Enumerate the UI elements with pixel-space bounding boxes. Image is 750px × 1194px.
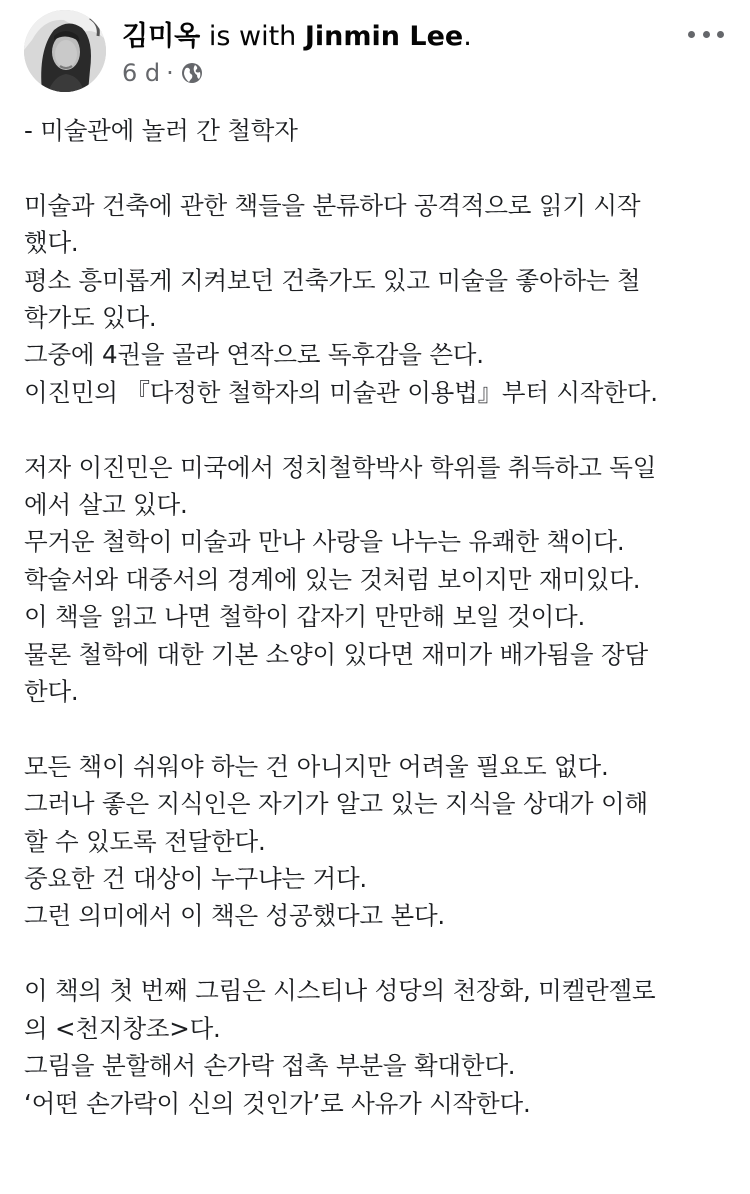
post-text-line: 물론 철학에 대한 기본 소양이 있다면 재미가 배가됨을 장담 [24, 639, 648, 669]
tagged-person-link[interactable]: Jinmin Lee [304, 21, 464, 52]
post-text [24, 112, 726, 1122]
post-text-line: 평소 흥미롭게 지켜보던 건축가도 있고 미술을 좋아하는 철 [24, 265, 641, 295]
post-text-line: 의 <천지창조>다. [24, 1013, 221, 1043]
post-header [24, 10, 726, 96]
author-name-link[interactable]: 김미옥 [122, 21, 201, 52]
post-header-text [122, 20, 472, 88]
post-text-line: 저자 이진민은 미국에서 정치철학박사 학위를 취득하고 독일 [24, 452, 657, 482]
post-text-line: 이 책의 첫 번째 그림은 시스티나 성당의 천장화, 미켈란젤로 [24, 976, 656, 1006]
post-text-line: ‘어떤 손가락이 신의 것인가’로 사유가 시작한다. [24, 1088, 531, 1118]
post-text-line: 이진민의 『다정한 철학자의 미술관 이용법』부터 시작한다. [24, 377, 658, 407]
post-text-line: 할 수 있도록 전달한다. [24, 826, 266, 856]
author-line [122, 20, 472, 54]
header-period: . [463, 21, 472, 52]
paragraph-break [24, 710, 726, 747]
more-dot-2 [703, 31, 710, 38]
paragraph-break [24, 935, 726, 972]
avatar[interactable] [24, 10, 106, 92]
post-text-line: 에서 살고 있다. [24, 490, 188, 520]
post-text-line: 중요한 건 대상이 누구냐는 거다. [24, 864, 368, 894]
with-text: is with [200, 21, 305, 52]
more-dot-3 [717, 31, 724, 38]
paragraph-break [24, 411, 726, 448]
post-text-line: 미술과 건축에 관한 책들을 분류하다 공격적으로 읽기 시작 [24, 190, 641, 220]
more-options-icon[interactable] [688, 24, 724, 44]
post-text-line: 이 책을 읽고 나면 철학이 갑자기 만만해 보일 것이다. [24, 602, 586, 632]
post-text-line: 무거운 철학이 미술과 만나 사랑을 나누는 유쾌한 책이다. [24, 527, 625, 557]
post-text-line: 그러나 좋은 지식인은 자기가 알고 있는 지식을 상대가 이해 [24, 789, 648, 819]
post-timestamp[interactable]: 6 d [122, 59, 161, 87]
more-dot-1 [688, 31, 695, 38]
post-text-line: 그중에 4권을 골라 연작으로 독후감을 쓴다. [24, 340, 484, 370]
meta-separator: · [166, 59, 174, 87]
post-text-line: - 미술관에 놀러 간 철학자 [24, 116, 298, 145]
post-text-line: 한다. [24, 677, 79, 707]
post-text-line: 그런 의미에서 이 책은 성공했다고 본다. [24, 901, 445, 931]
post-text-line: 했다. [24, 228, 79, 258]
post-meta [122, 58, 472, 88]
post-text-line: 학술서와 대중서의 경계에 있는 것처럼 보이지만 재미있다. [24, 564, 641, 594]
post-text-line: 그림을 분할해서 손가락 접촉 부분을 확대한다. [24, 1051, 516, 1081]
globe-icon[interactable] [180, 61, 204, 85]
post-text-line: 학가도 있다. [24, 303, 157, 333]
avatar-photo [24, 10, 106, 92]
post-text-line: 모든 책이 쉬워야 하는 건 아니지만 어려울 필요도 없다. [24, 751, 609, 781]
paragraph-break [24, 149, 726, 186]
